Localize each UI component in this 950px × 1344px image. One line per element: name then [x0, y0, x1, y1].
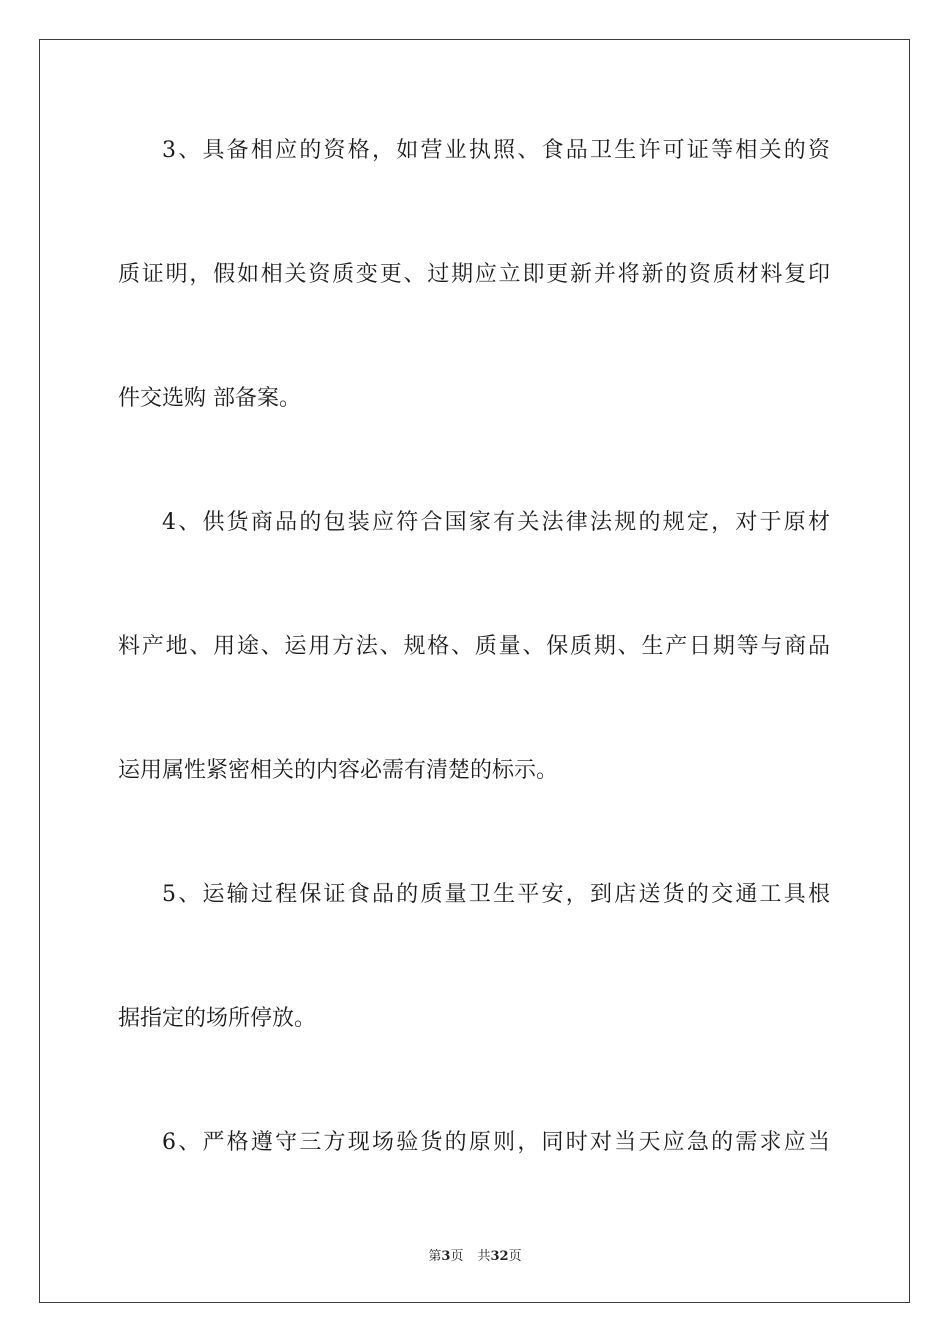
paragraph-6-line-1: 6、严格遵守三方现场验货的原则，同时对当天应急的需求应当	[162, 1130, 830, 1155]
total-prefix: 共	[477, 1249, 491, 1264]
paragraph-5-line-2: 据指定的场所停放。	[118, 1006, 317, 1031]
total-pages: 32	[490, 1249, 509, 1264]
page-number: 3	[441, 1249, 451, 1264]
page-footer	[0, 1248, 950, 1266]
page-prefix: 第	[428, 1249, 442, 1264]
paragraph-3-line-3: 件交选购 部备案。	[118, 386, 301, 411]
page-border	[39, 39, 910, 1303]
paragraph-3-line-2: 质证明，假如相关资质变更、过期应立即更新并将新的资质材料复印	[118, 262, 830, 287]
page-suffix: 页	[450, 1249, 464, 1264]
paragraph-3-line-1: 3、具备相应的资格，如营业执照、食品卫生许可证等相关的资	[162, 138, 830, 163]
paragraph-4-line-3: 运用属性紧密相关的内容必需有清楚的标示。	[118, 758, 559, 783]
paragraph-4-line-1: 4、供货商品的包装应符合国家有关法律法规的规定，对于原材	[162, 510, 830, 535]
paragraph-5-line-1: 5、运输过程保证食品的质量卫生平安，到店送货的交通工具根	[162, 882, 830, 907]
total-suffix: 页	[508, 1249, 522, 1264]
paragraph-4-line-2: 料产地、用途、运用方法、规格、质量、保质期、生产日期等与商品	[118, 634, 830, 659]
